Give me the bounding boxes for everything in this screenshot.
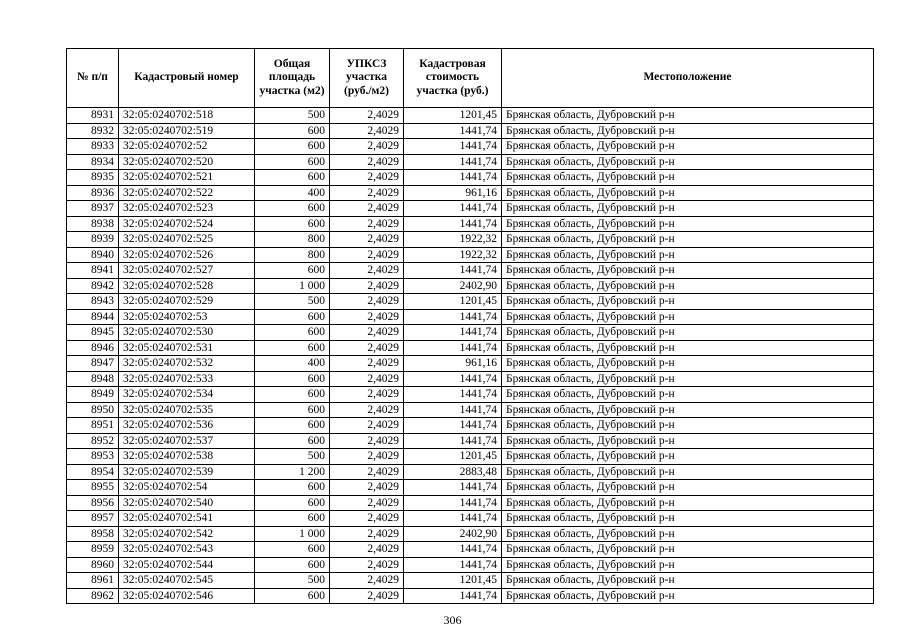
cell-num: 8947	[67, 356, 119, 372]
cell-upksz: 2,4029	[330, 232, 404, 248]
cell-num: 8936	[67, 185, 119, 201]
cell-cadastral: 32:05:0240702:527	[119, 263, 255, 279]
cell-cadastral: 32:05:0240702:534	[119, 387, 255, 403]
cell-upksz: 2,4029	[330, 170, 404, 186]
cell-upksz: 2,4029	[330, 526, 404, 542]
cell-cost: 2883,48	[404, 464, 502, 480]
table-row	[67, 557, 874, 573]
cell-cadastral: 32:05:0240702:54	[119, 480, 255, 496]
cell-area: 800	[255, 247, 330, 263]
cell-cost: 1441,74	[404, 418, 502, 434]
table-row	[67, 542, 874, 558]
cell-upksz: 2,4029	[330, 216, 404, 232]
cell-location: Брянская область, Дубровский р-н	[502, 170, 874, 186]
cell-cost: 1441,74	[404, 325, 502, 341]
table-row	[67, 449, 874, 465]
table-row	[67, 480, 874, 496]
cell-location: Брянская область, Дубровский р-н	[502, 542, 874, 558]
cell-cost: 2402,90	[404, 278, 502, 294]
cell-location: Брянская область, Дубровский р-н	[502, 480, 874, 496]
cell-cost: 1201,45	[404, 573, 502, 589]
cell-upksz: 2,4029	[330, 371, 404, 387]
cell-location: Брянская область, Дубровский р-н	[502, 387, 874, 403]
cell-area: 600	[255, 154, 330, 170]
header-cost: Кадастровая стоимость участка (руб.)	[404, 49, 502, 108]
cell-cost: 1441,74	[404, 216, 502, 232]
cell-cadastral: 32:05:0240702:522	[119, 185, 255, 201]
cell-area: 600	[255, 123, 330, 139]
cell-area: 400	[255, 356, 330, 372]
cell-upksz: 2,4029	[330, 340, 404, 356]
cell-location: Брянская область, Дубровский р-н	[502, 278, 874, 294]
cell-cadastral: 32:05:0240702:544	[119, 557, 255, 573]
cell-location: Брянская область, Дубровский р-н	[502, 247, 874, 263]
table-row	[67, 170, 874, 186]
table-row	[67, 263, 874, 279]
cell-area: 600	[255, 588, 330, 604]
cell-cadastral: 32:05:0240702:530	[119, 325, 255, 341]
cell-upksz: 2,4029	[330, 108, 404, 124]
cell-location: Брянская область, Дубровский р-н	[502, 325, 874, 341]
cell-cadastral: 32:05:0240702:528	[119, 278, 255, 294]
table-row	[67, 371, 874, 387]
cell-num: 8957	[67, 511, 119, 527]
cell-upksz: 2,4029	[330, 185, 404, 201]
cell-area: 1 000	[255, 278, 330, 294]
cell-area: 600	[255, 387, 330, 403]
cell-cost: 1441,74	[404, 170, 502, 186]
cell-cost: 1201,45	[404, 294, 502, 310]
cell-num: 8945	[67, 325, 119, 341]
table-row	[67, 123, 874, 139]
cell-num: 8941	[67, 263, 119, 279]
cell-cadastral: 32:05:0240702:525	[119, 232, 255, 248]
cell-cadastral: 32:05:0240702:537	[119, 433, 255, 449]
cell-num: 8938	[67, 216, 119, 232]
cell-num: 8944	[67, 309, 119, 325]
cell-cadastral: 32:05:0240702:520	[119, 154, 255, 170]
header-upksz: УПКСЗ участка (руб./м2)	[330, 49, 404, 108]
cell-upksz: 2,4029	[330, 309, 404, 325]
table-row	[67, 464, 874, 480]
cell-area: 600	[255, 433, 330, 449]
table-header-row	[67, 49, 874, 108]
cell-upksz: 2,4029	[330, 201, 404, 217]
table-body	[67, 108, 874, 604]
cell-location: Брянская область, Дубровский р-н	[502, 371, 874, 387]
cell-upksz: 2,4029	[330, 511, 404, 527]
cell-cadastral: 32:05:0240702:543	[119, 542, 255, 558]
cell-num: 8960	[67, 557, 119, 573]
cell-area: 500	[255, 294, 330, 310]
cell-location: Брянская область, Дубровский р-н	[502, 418, 874, 434]
cell-num: 8958	[67, 526, 119, 542]
cell-location: Брянская область, Дубровский р-н	[502, 449, 874, 465]
cell-cost: 1441,74	[404, 154, 502, 170]
cell-location: Брянская область, Дубровский р-н	[502, 340, 874, 356]
cell-cost: 1441,74	[404, 139, 502, 155]
cell-cadastral: 32:05:0240702:540	[119, 495, 255, 511]
table-row	[67, 402, 874, 418]
cell-area: 600	[255, 263, 330, 279]
cell-location: Брянская область, Дубровский р-н	[502, 185, 874, 201]
cell-upksz: 2,4029	[330, 247, 404, 263]
header-location: Местоположение	[502, 49, 874, 108]
cell-num: 8946	[67, 340, 119, 356]
cell-cost: 1441,74	[404, 387, 502, 403]
cell-location: Брянская область, Дубровский р-н	[502, 433, 874, 449]
cell-area: 600	[255, 325, 330, 341]
table-row	[67, 201, 874, 217]
cell-location: Брянская область, Дубровский р-н	[502, 216, 874, 232]
cell-upksz: 2,4029	[330, 123, 404, 139]
cell-num: 8961	[67, 573, 119, 589]
cell-upksz: 2,4029	[330, 573, 404, 589]
cell-location: Брянская область, Дубровский р-н	[502, 154, 874, 170]
cell-area: 600	[255, 170, 330, 186]
table-row	[67, 511, 874, 527]
cell-num: 8932	[67, 123, 119, 139]
cell-area: 600	[255, 216, 330, 232]
cell-area: 600	[255, 402, 330, 418]
cell-area: 500	[255, 108, 330, 124]
cell-upksz: 2,4029	[330, 402, 404, 418]
cell-cadastral: 32:05:0240702:524	[119, 216, 255, 232]
table-row	[67, 247, 874, 263]
header-num: № п/п	[67, 49, 119, 108]
cell-cadastral: 32:05:0240702:519	[119, 123, 255, 139]
cell-location: Брянская область, Дубровский р-н	[502, 511, 874, 527]
cell-num: 8959	[67, 542, 119, 558]
cell-cost: 1441,74	[404, 588, 502, 604]
cell-area: 600	[255, 201, 330, 217]
cell-area: 500	[255, 449, 330, 465]
cell-location: Брянская область, Дубровский р-н	[502, 495, 874, 511]
cell-area: 600	[255, 480, 330, 496]
cell-cost: 1441,74	[404, 480, 502, 496]
cell-area: 400	[255, 185, 330, 201]
cell-num: 8951	[67, 418, 119, 434]
cell-area: 600	[255, 340, 330, 356]
cell-area: 800	[255, 232, 330, 248]
cell-num: 8931	[67, 108, 119, 124]
cell-location: Брянская область, Дубровский р-н	[502, 588, 874, 604]
cell-upksz: 2,4029	[330, 588, 404, 604]
cell-upksz: 2,4029	[330, 495, 404, 511]
cell-cost: 1922,32	[404, 247, 502, 263]
cell-cost: 1201,45	[404, 449, 502, 465]
cell-cost: 1441,74	[404, 495, 502, 511]
cell-cadastral: 32:05:0240702:536	[119, 418, 255, 434]
cell-num: 8955	[67, 480, 119, 496]
cell-location: Брянская область, Дубровский р-н	[502, 139, 874, 155]
cell-location: Брянская область, Дубровский р-н	[502, 573, 874, 589]
cell-num: 8950	[67, 402, 119, 418]
cell-upksz: 2,4029	[330, 263, 404, 279]
cell-cadastral: 32:05:0240702:538	[119, 449, 255, 465]
cell-location: Брянская область, Дубровский р-н	[502, 108, 874, 124]
table-row	[67, 216, 874, 232]
cell-cost: 1441,74	[404, 201, 502, 217]
table-row	[67, 108, 874, 124]
cell-cost: 961,16	[404, 356, 502, 372]
cell-location: Брянская область, Дубровский р-н	[502, 356, 874, 372]
cell-num: 8937	[67, 201, 119, 217]
cell-cadastral: 32:05:0240702:535	[119, 402, 255, 418]
cell-num: 8940	[67, 247, 119, 263]
cell-cadastral: 32:05:0240702:531	[119, 340, 255, 356]
cell-upksz: 2,4029	[330, 449, 404, 465]
cell-area: 600	[255, 495, 330, 511]
cell-num: 8942	[67, 278, 119, 294]
cell-upksz: 2,4029	[330, 139, 404, 155]
cell-cost: 2402,90	[404, 526, 502, 542]
cell-num: 8948	[67, 371, 119, 387]
cell-area: 600	[255, 418, 330, 434]
table-row	[67, 573, 874, 589]
cell-area: 1 200	[255, 464, 330, 480]
cell-cadastral: 32:05:0240702:545	[119, 573, 255, 589]
cell-location: Брянская область, Дубровский р-н	[502, 232, 874, 248]
cell-upksz: 2,4029	[330, 154, 404, 170]
cell-cadastral: 32:05:0240702:529	[119, 294, 255, 310]
cell-cadastral: 32:05:0240702:533	[119, 371, 255, 387]
cell-num: 8952	[67, 433, 119, 449]
cell-cost: 961,16	[404, 185, 502, 201]
cell-cadastral: 32:05:0240702:526	[119, 247, 255, 263]
land-registry-table	[66, 48, 874, 604]
cell-location: Брянская область, Дубровский р-н	[502, 309, 874, 325]
page-number: 306	[443, 613, 462, 627]
cell-upksz: 2,4029	[330, 557, 404, 573]
header-area: Общая площадь участка (м2)	[255, 49, 330, 108]
table-row	[67, 387, 874, 403]
cell-cost: 1441,74	[404, 309, 502, 325]
cell-location: Брянская область, Дубровский р-н	[502, 557, 874, 573]
cell-cost: 1441,74	[404, 263, 502, 279]
table-row	[67, 340, 874, 356]
table-row	[67, 309, 874, 325]
cell-cost: 1441,74	[404, 371, 502, 387]
cell-cost: 1441,74	[404, 511, 502, 527]
cell-cost: 1441,74	[404, 433, 502, 449]
cell-cadastral: 32:05:0240702:539	[119, 464, 255, 480]
table-row	[67, 278, 874, 294]
cell-area: 600	[255, 511, 330, 527]
cell-cost: 1441,74	[404, 557, 502, 573]
cell-upksz: 2,4029	[330, 464, 404, 480]
cell-num: 8943	[67, 294, 119, 310]
cell-area: 600	[255, 309, 330, 325]
cell-upksz: 2,4029	[330, 542, 404, 558]
cell-location: Брянская область, Дубровский р-н	[502, 464, 874, 480]
table-row	[67, 139, 874, 155]
header-cadastral: Кадастровый номер	[119, 49, 255, 108]
cell-cadastral: 32:05:0240702:52	[119, 139, 255, 155]
cell-cadastral: 32:05:0240702:542	[119, 526, 255, 542]
cell-area: 500	[255, 573, 330, 589]
table-row	[67, 526, 874, 542]
cell-num: 8935	[67, 170, 119, 186]
cell-location: Брянская область, Дубровский р-н	[502, 526, 874, 542]
cell-cadastral: 32:05:0240702:518	[119, 108, 255, 124]
cell-cost: 1441,74	[404, 542, 502, 558]
table-row	[67, 433, 874, 449]
cell-upksz: 2,4029	[330, 356, 404, 372]
cell-area: 600	[255, 542, 330, 558]
cell-location: Брянская область, Дубровский р-н	[502, 263, 874, 279]
table-row	[67, 232, 874, 248]
cell-upksz: 2,4029	[330, 325, 404, 341]
table-row	[67, 495, 874, 511]
cell-cadastral: 32:05:0240702:53	[119, 309, 255, 325]
cell-location: Брянская область, Дубровский р-н	[502, 123, 874, 139]
cell-upksz: 2,4029	[330, 387, 404, 403]
cell-upksz: 2,4029	[330, 278, 404, 294]
cell-num: 8939	[67, 232, 119, 248]
table-row	[67, 154, 874, 170]
table-row	[67, 185, 874, 201]
table-row	[67, 325, 874, 341]
cell-location: Брянская область, Дубровский р-н	[502, 402, 874, 418]
cell-num: 8934	[67, 154, 119, 170]
cell-cost: 1441,74	[404, 402, 502, 418]
cell-area: 600	[255, 557, 330, 573]
cell-num: 8933	[67, 139, 119, 155]
cell-cadastral: 32:05:0240702:541	[119, 511, 255, 527]
cell-upksz: 2,4029	[330, 480, 404, 496]
cell-num: 8949	[67, 387, 119, 403]
table-row	[67, 588, 874, 604]
cell-area: 1 000	[255, 526, 330, 542]
cell-cadastral: 32:05:0240702:546	[119, 588, 255, 604]
cell-cadastral: 32:05:0240702:521	[119, 170, 255, 186]
cell-num: 8953	[67, 449, 119, 465]
cell-area: 600	[255, 139, 330, 155]
cell-location: Брянская область, Дубровский р-н	[502, 294, 874, 310]
table-row	[67, 294, 874, 310]
cell-num: 8954	[67, 464, 119, 480]
cell-num: 8956	[67, 495, 119, 511]
cell-upksz: 2,4029	[330, 294, 404, 310]
cell-cost: 1201,45	[404, 108, 502, 124]
table-row	[67, 356, 874, 372]
cell-cost: 1441,74	[404, 123, 502, 139]
cell-cost: 1922,32	[404, 232, 502, 248]
cell-cadastral: 32:05:0240702:532	[119, 356, 255, 372]
cell-upksz: 2,4029	[330, 433, 404, 449]
cell-cost: 1441,74	[404, 340, 502, 356]
cell-num: 8962	[67, 588, 119, 604]
cell-location: Брянская область, Дубровский р-н	[502, 201, 874, 217]
cell-area: 600	[255, 371, 330, 387]
cell-cadastral: 32:05:0240702:523	[119, 201, 255, 217]
cell-upksz: 2,4029	[330, 418, 404, 434]
table-row	[67, 418, 874, 434]
